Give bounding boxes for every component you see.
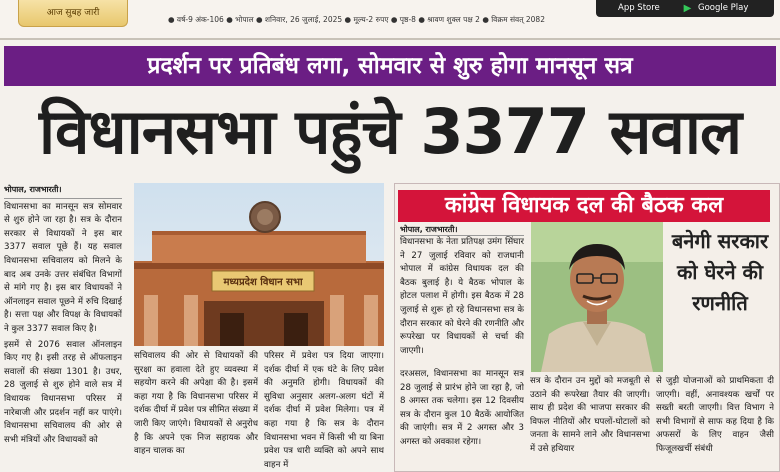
masthead (0, 0, 780, 38)
paragraph: से जुड़ी योजनाओं को प्राथमिकता दी जाएगी। वहीं, अनावश्यक खर्चों पर सख्ती बरती जाएगी। वित्त विभाग ने सभी विभागों से साफ कह दिया है कि अफसरों के लिए वाहन जैसी फिजूलखर्ची संबंधी (656, 376, 774, 454)
paragraph: विधानसभा का मानसून सत्र सोमवार से शुरु होने जा रहा है। सत्र के दौरान सरकार से विधायकों ने इस बार 3377 सवाल पूछे हैं। यह सवाल विधानसभा सचिवालय को मिलने के बाद अब उनके उत्तर संबंधित विभागों से मांगे गए है। इस बार विधायकों ने ऑनलाइन सवाल पूछने में रुचि दिखाई है। सत्ता पक्ष और विपक्ष के विधायकों ने कुल 3377 सवाल किए है। (4, 201, 122, 334)
app-store-button[interactable]: App Store (596, 0, 688, 17)
paragraph: इसमें से 2076 सवाल ऑनलाइन किए गए है। इसी तरह से ऑफलाइन सवालों की संख्या 1301 है। उधर, 28 जुलाई से शुरु होने वाले सत्र में विधायक विधानसभा परिसर में नारेबाजी और प्रदर्शन नहीं कर पाएंगे। विधानसभा सचिवालय की ओर से सभी मंत्रियों और विधायकों को (4, 339, 122, 445)
main-headline: विधानसभा पहुंचे 3377 सवाल (39, 95, 741, 168)
side-story-heading: कांग्रेस विधायक दल की बैठक कल (398, 190, 770, 222)
dateline: भोपाल, राजभारती। (4, 183, 122, 199)
play-icon: ▶ (683, 3, 692, 14)
dateline: भोपाल, राजभारती। (400, 224, 524, 236)
main-story-column-1 (4, 183, 122, 470)
main-story-column-3 (264, 350, 384, 470)
paragraph: सचिवालय की ओर से विधायकों की सुरक्षा का हवाला देते हुए व्यवस्था में सहयोग करने की अपेक्षा की है। इसमें कहा गया है कि विधानसभा परिसर में दर्शक दीर्घा में प्रवेश पत्र सीमित संख्या में जारी किए जाएंगे। विधायकों से अनुरोध है कि अपने एक निज सहायक और वाहन चालक का (134, 351, 258, 457)
paragraph: परिसर में प्रवेश पत्र दिया जाएगा। दर्शक दीर्घा में एक घंटे के लिए प्रवेश की अनुमति होगी। विधायकों की सुविधा अनुसार अलग-अलग घंटों में दर्शक दीर्घा में प्रवेश मिलेगा। पत्र में कहा गया है कि सत्र के दौरान विधानसभा भवन में किसी भी या बिना प्रवेश पत्र धारी व्यक्ति को अपने साथ वाहन में (264, 351, 384, 470)
paragraph: विधानसभा के नेता प्रतिपक्ष उमंग सिंघार ने 27 जुलाई रविवार को राजधानी भोपाल में कांग्रेस विधायक दल की बैठक बुलाई है। ये बैठक भोपाल के होटल पलाश में होगी। इस बैठक में 28 जुलाई से शुरू हो रहे विधानसभा सत्र के दौरान सरकार को घेरने की रणनीति और रूपरेखा पर विधायकों से चर्चा की जाएगी। (400, 237, 524, 356)
newspaper-logo: आज सुबह जारी (18, 0, 128, 27)
issue-info: ● वर्ष-9 अंक-106 ● भोपाल ● शनिवार, 26 जुलाई, 2025 ● मूल्य-2 रुपए ● पृष्ठ-8 ● श्रावण शुक्ल पक्ष 2 ● विक्रम संवत् 2082 (168, 15, 545, 24)
google-play-button[interactable]: ▶ Google Play (676, 0, 774, 17)
masthead-divider (0, 38, 780, 40)
leader-portrait-photo (531, 222, 663, 372)
main-story-column-2 (134, 350, 258, 470)
apple-icon (602, 3, 613, 14)
side-story-subhead: बनेगी सरकार को घेरने की रणनीति (671, 229, 769, 315)
paragraph: सत्र के दौरान उन मुद्दों को मजबूती से उठाने की रूपरेखा तैयार की जाएगी। साथ ही प्रदेश की भाजपा सरकार की विफल नीतियों और घपलों-घोटालों को जनता के सामने लाने और विधानसभा में उसे हथियार (530, 376, 650, 454)
side-story-column-1 (400, 236, 524, 366)
assembly-building-photo (134, 183, 384, 346)
building-sign-text: मध्यप्रदेश विधान सभा (223, 277, 303, 288)
paragraph: दरअसल, विधानसभा का मानसून सत्र 28 जुलाई से प्रारंभ होने जा रहा है, जो 8 अगस्त तक चलेगा। इस 12 दिवसीय सत्र के दौरान कुल 10 बैठकें आयोजित की जाएंगी। सत्र में 2 अगस्त और 3 अगस्त को अवकाश रहेगा। (400, 369, 524, 447)
side-story-column-2 (530, 375, 650, 470)
kicker-banner: प्रदर्शन पर प्रतिबंध लगा, सोमवार से शुरु होगा मानसून सत्र (4, 46, 776, 86)
side-story-column-3 (656, 375, 774, 470)
side-story-column-1b (400, 368, 524, 470)
